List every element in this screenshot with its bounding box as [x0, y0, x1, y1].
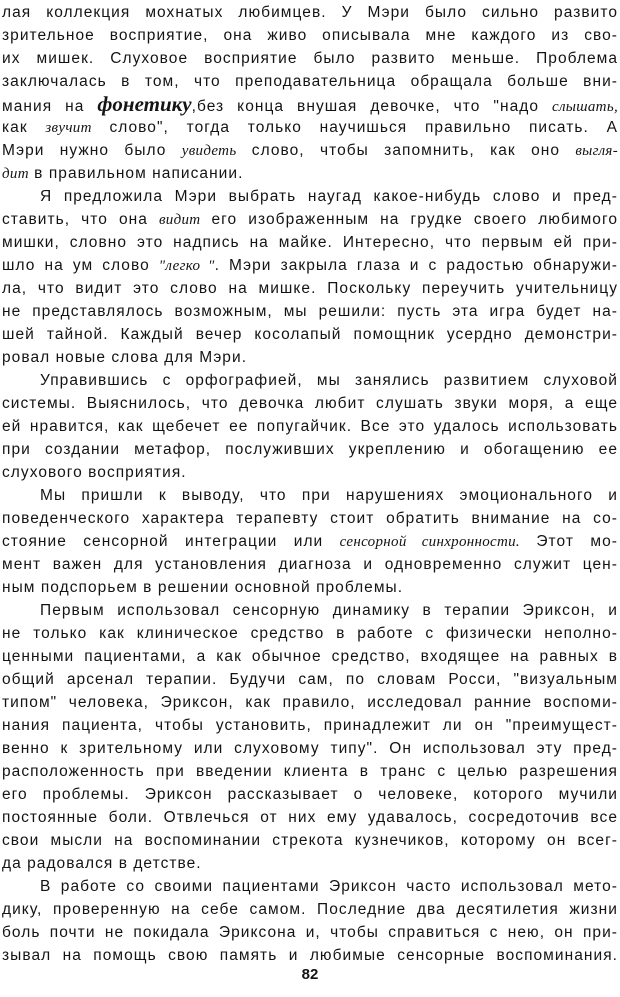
text-line: нания пациента, чтобы установить, принадлежит ли он "преимущест- [2, 717, 618, 734]
text-line [2, 530, 618, 553]
text-line: зрительное восприятие, она живо описывала мне каждого из сво- [2, 27, 618, 44]
text-line: Мы пришли к выводу, что при нарушениях эмоционального и [40, 487, 618, 504]
text-line: их мишек. Слуховое восприятие было развито меньше. Проблема [2, 50, 618, 67]
text-run: как [2, 119, 46, 136]
text-run: стояние сенсорной интеграции или [2, 533, 340, 550]
text-line [2, 139, 618, 162]
text-run: слово, чтобы запомнить, как оно [236, 142, 576, 159]
text-line: постоянные боли. Отвлечься от них ему удавалось, сосредоточив все [2, 809, 618, 826]
text-line: да радовался в детстве. [2, 855, 202, 872]
paragraph-6 [2, 875, 618, 967]
paragraph-2 [2, 185, 618, 369]
text-line: ей нравится, как щебечет ее попугайчик. Все это удалось использовать [2, 418, 618, 435]
text-line: Я предложила Мэри выбрать наугад какое-нибудь слово и пред- [40, 188, 618, 205]
text-line: его проблемы. Эриксон рассказывает о человеке, которого мучили [2, 786, 618, 803]
text-line: не представлялось возможным, мы решили: пусть эта игра будет на- [2, 303, 618, 320]
text-line: ла, что видит это слово на мишке. Поскольку переучить учительницу [2, 280, 618, 297]
text-run: шло на ум слово [2, 257, 159, 274]
text-line: Первым использовал сенсорную динамику в терапии Эриксон, и [40, 602, 618, 619]
text-line: дику, проверенную на себе самом. Последние два десятилетия жизни [2, 901, 618, 918]
emphasis-sensory-sync: сенсорной синхронности. [339, 534, 520, 550]
text-line [2, 254, 618, 277]
text-line: расположенность при введении клиента в транс с целью разрешения [2, 763, 618, 780]
paragraph-5 [2, 599, 618, 875]
emphasis-looks-end: дит [2, 166, 29, 182]
text-run: в правильном написании. [28, 165, 244, 182]
text-line: боль почти не покидала Эриксона и, чтобы справиться с нею, он при- [2, 924, 618, 941]
text-line: ровал новые слова для Мэри. [2, 349, 248, 366]
emphasis-phonetics: фонетику [97, 93, 192, 116]
text-line: не только как клиническое средство в работе с физически неполно- [2, 625, 618, 642]
text-line: В работе со своими пациентами Эриксон часто использовал мето- [40, 878, 618, 895]
text-line: шей тайной. Каждый вечер косолапый помощник усердно демонстри- [2, 326, 618, 343]
text-line: лая коллекция мохнатых любимцев. У Мэри было сильно развито [2, 4, 618, 21]
emphasis-see: увидеть [181, 143, 237, 159]
text-run: Мэри нужно было [2, 142, 182, 159]
text-run: . Мэри закрыла глаза и с радостью обнаружи- [214, 257, 618, 274]
emphasis-sees: видит [159, 212, 201, 228]
emphasis-hear: слышать, [552, 99, 618, 115]
emphasis-sounds: звучит [45, 120, 92, 136]
text-line [2, 93, 618, 116]
text-run: ,без конца внушая девочке, что "надо [191, 98, 552, 115]
text-line: системы. Выяснилось, что девочка любит слушать звуки моря, а еще [2, 395, 618, 412]
text-line [2, 208, 618, 231]
text-line: при создании метафор, послуживших укреплению и обогащению ее [2, 441, 618, 458]
text-line: ным подспорьем в решении основной проблемы. [2, 579, 404, 596]
text-line: зывал на помощь свою память и любимые сенсорные воспоминания. [2, 947, 618, 964]
paragraph-3 [2, 369, 618, 484]
page-number: 82 [301, 966, 319, 983]
text-run: его изображенным на грудке своего любимого [200, 211, 618, 228]
text-line: слухового восприятия. [2, 464, 187, 481]
text-line: ценными пациентами, а как обычное средство, входящее на равных в [2, 648, 618, 665]
emphasis-looks: выгля- [575, 143, 618, 159]
emphasis-easy: "легко " [158, 258, 215, 274]
text-line: венно к зрительному или слуховому типу". Он использовал эту пред- [2, 740, 618, 757]
text-run: мания на [2, 98, 98, 115]
body-text [2, 1, 618, 967]
text-run: Этот мо- [519, 533, 618, 550]
text-line: свои мысли на воспоминании стрекота кузнечиков, которому он всег- [2, 832, 618, 849]
text-line: Управившись с орфографией, мы занялись развитием слуховой [40, 372, 618, 389]
text-line: заключалась в том, что преподавательница обращала больше вни- [2, 73, 618, 90]
text-line: типом" человека, Эриксон, как правило, исследовал ранние воспоми- [2, 694, 618, 711]
text-line [2, 162, 618, 185]
text-run: слово", тогда только научишься правильно писать. А [91, 119, 618, 136]
text-line [2, 116, 618, 139]
paragraph-4 [2, 484, 618, 599]
text-line: мишки, словно это надпись на майке. Интересно, что первым ей при- [2, 234, 618, 251]
paragraph-1 [2, 1, 618, 185]
text-line: поведенческого характера терапевту стоит обратить внимание на со- [2, 510, 618, 527]
text-line: мент важен для установления диагноза и одновременно служит цен- [2, 556, 618, 573]
text-line: общий арсенал терапии. Будучи сам, по словам Росси, "визуальным [2, 671, 618, 688]
text-run: ставить, что она [2, 211, 159, 228]
